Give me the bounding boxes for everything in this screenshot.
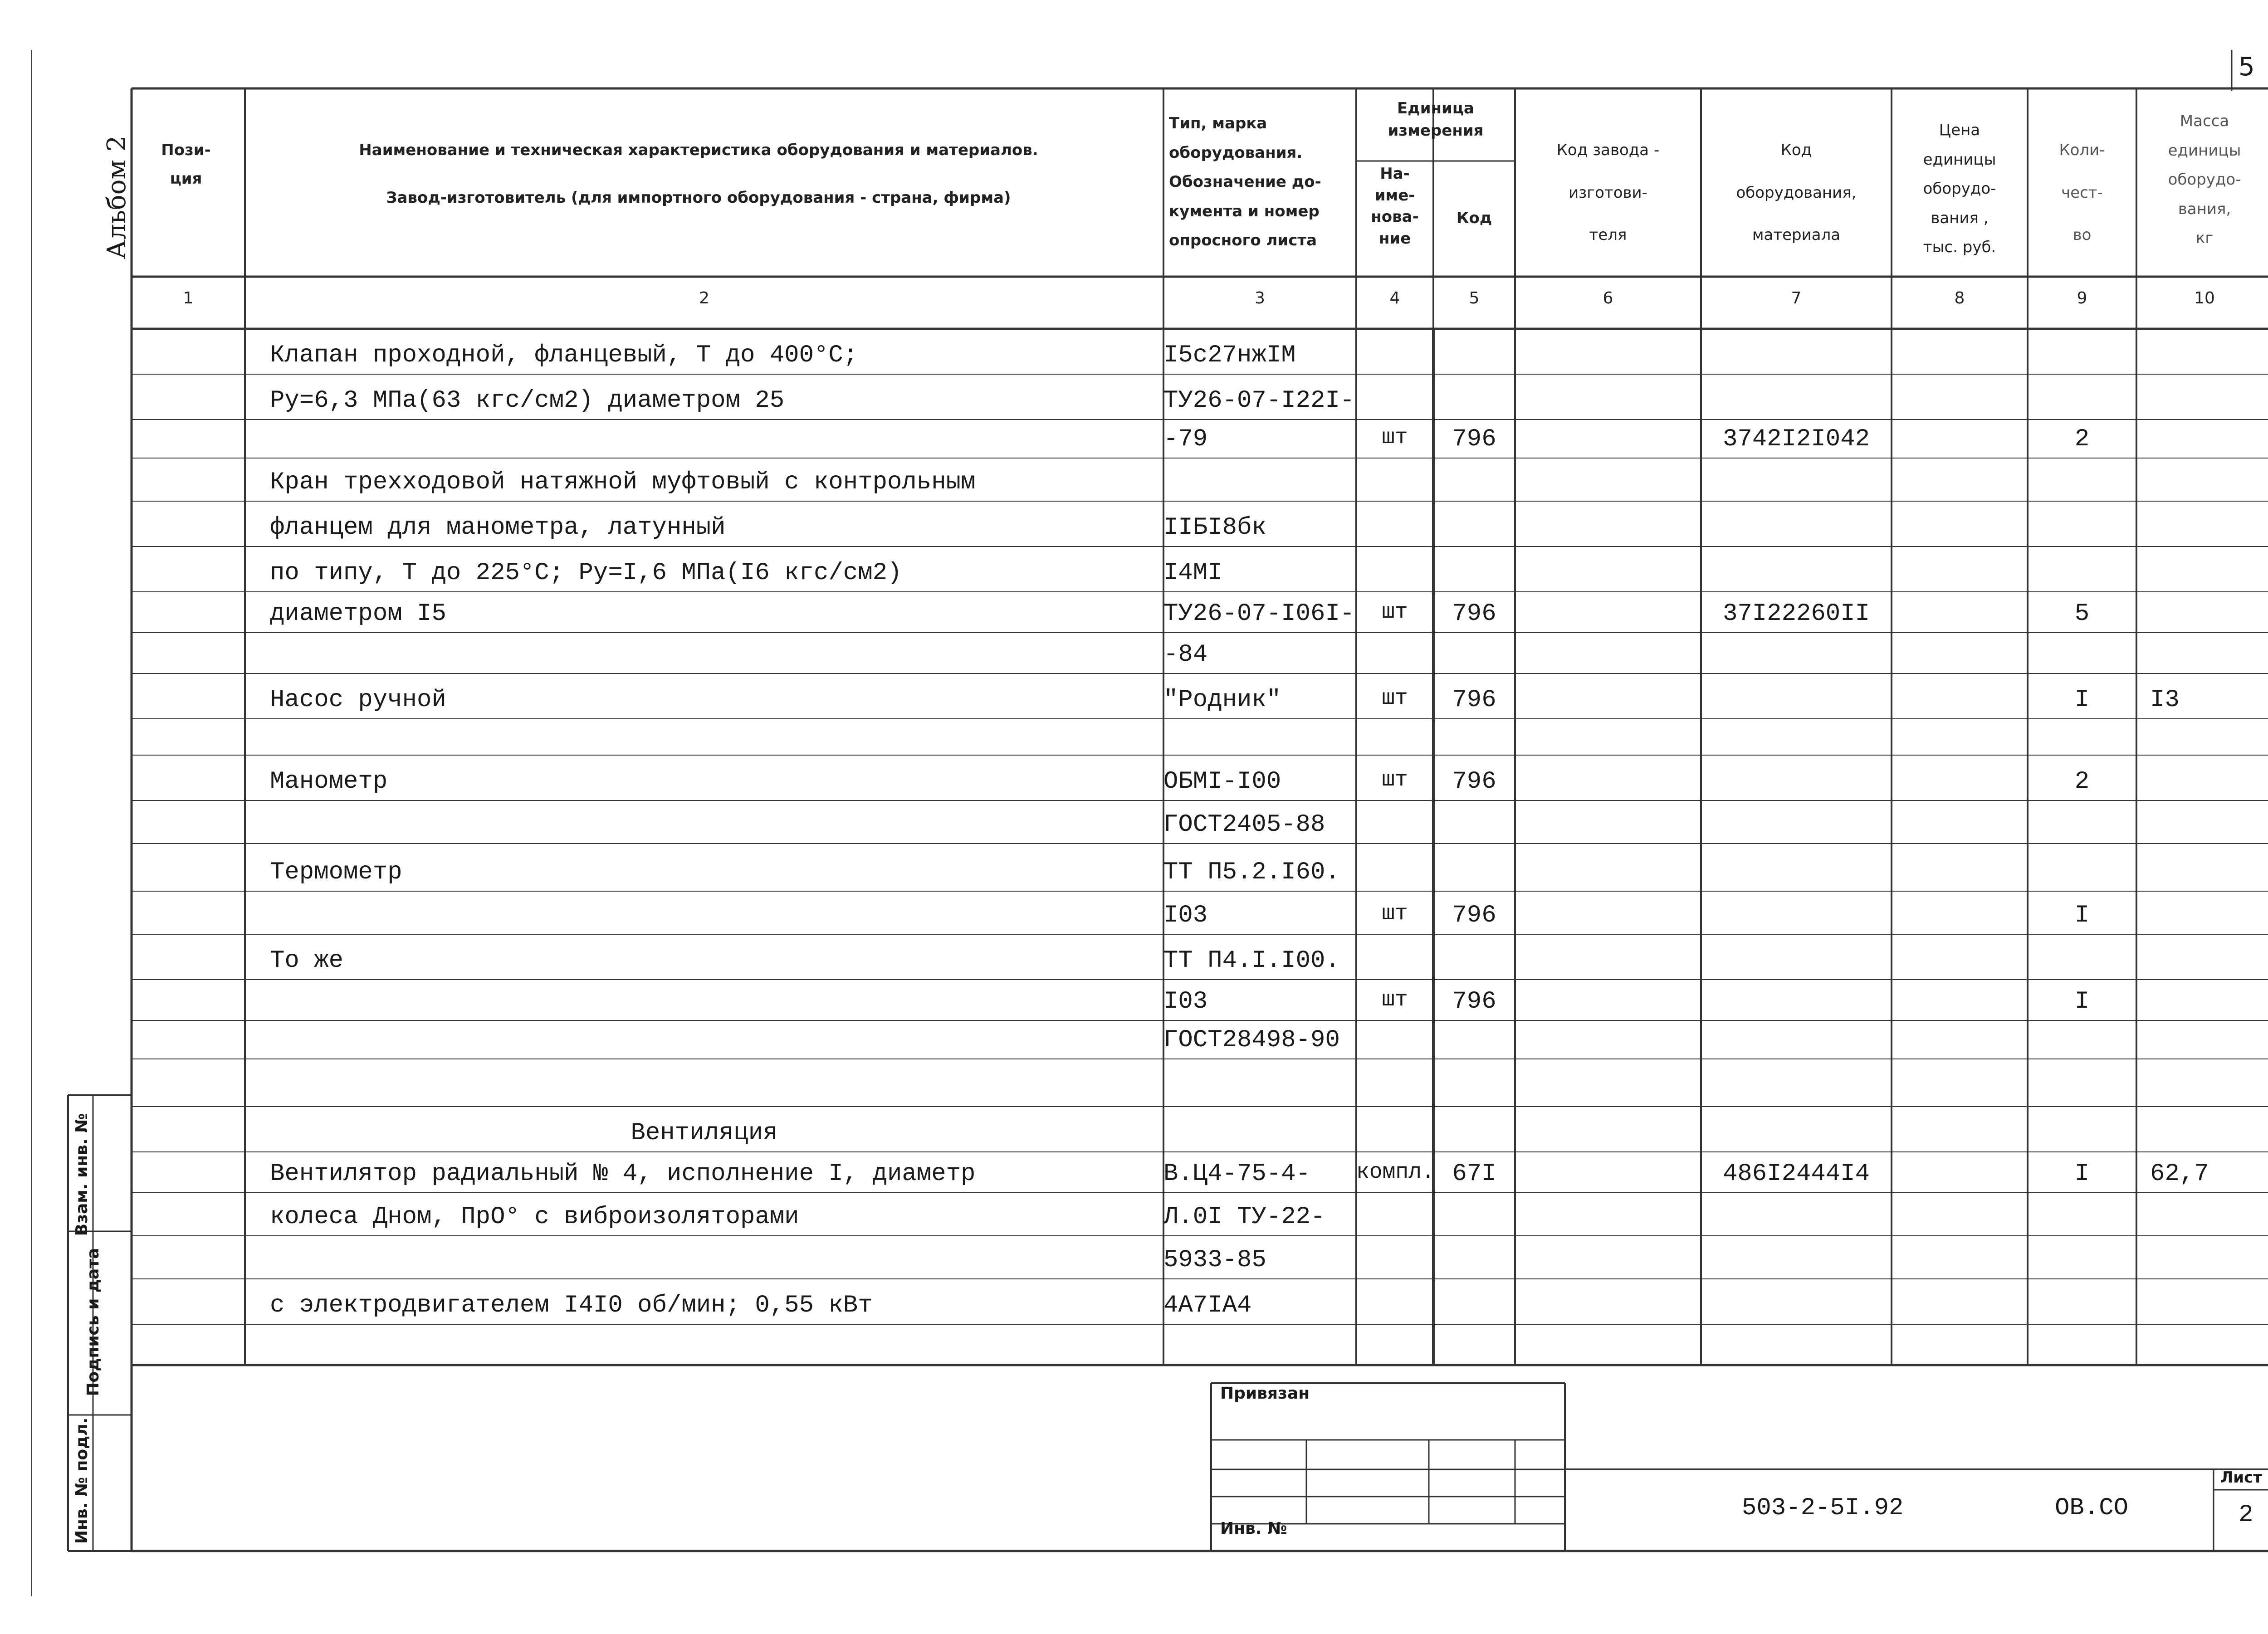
row-type: ТТ П5.2.I60. xyxy=(1163,858,1340,886)
header-price: Цена единицы оборудо- вания , тыс. руб. xyxy=(1923,121,1996,257)
row-quantity: 5 xyxy=(2074,600,2090,628)
row-unit: шт xyxy=(1382,902,1408,926)
row-unit: шт xyxy=(1382,768,1408,792)
column-number: 6 xyxy=(1603,289,1613,307)
row-quantity: 2 xyxy=(2074,768,2090,795)
row-quantity: I xyxy=(2074,686,2090,714)
row-name: фланцем для манометра, латунный xyxy=(270,514,726,541)
row-type: -79 xyxy=(1163,425,1208,453)
row-name: с электродвигателем I4I0 об/мин; 0,55 кВт xyxy=(270,1292,873,1319)
row-unit-code: 796 xyxy=(1452,988,1496,1015)
column-number: 1 xyxy=(183,289,194,307)
row-name: Клапан проходной, фланцевый, Т до 400°С; xyxy=(270,341,858,369)
row-type: ГОСТ2405-88 xyxy=(1163,811,1325,839)
header-name-line2: Завод-изготовитель (для импортного оборудования - страна, фирма) xyxy=(386,189,1011,207)
row-name: Манометр xyxy=(270,768,388,795)
row-name: Кран трехходовой натяжной муфтовый с контрольным xyxy=(270,468,976,496)
doc-section: ОВ.СО xyxy=(2055,1494,2129,1522)
stamp-vzam-inv: Взам. инв. № xyxy=(73,1113,91,1236)
row-unit-code: 67I xyxy=(1452,1160,1496,1188)
list-number: 2 xyxy=(2239,1501,2253,1529)
header-pos: Пози- ция xyxy=(161,141,211,188)
row-unit-code: 796 xyxy=(1452,768,1496,795)
row-unit-code: 796 xyxy=(1452,902,1496,929)
row-quantity: I xyxy=(2074,988,2090,1015)
row-type: IIБI8бк xyxy=(1163,514,1266,541)
row-mass: 62,7 xyxy=(2150,1160,2209,1188)
row-unit: шт xyxy=(1382,600,1408,624)
row-section-title: Вентиляция xyxy=(631,1119,778,1147)
row-unit: шт xyxy=(1382,686,1408,711)
row-name: диаметром I5 xyxy=(270,600,446,628)
row-type: I03 xyxy=(1163,988,1208,1015)
row-material-code: 486I2444I4 xyxy=(1722,1160,1870,1188)
list-label: Лист xyxy=(2220,1468,2262,1487)
header-unit-code: Код xyxy=(1456,209,1492,227)
header-mass: Масса единицы оборудо- вания, кг xyxy=(2168,112,2241,248)
row-name: Ру=6,3 МПа(63 кгс/см2) диаметром 25 xyxy=(270,387,785,415)
row-name: Термометр xyxy=(270,858,402,886)
column-number: 7 xyxy=(1791,289,1802,307)
column-number: 3 xyxy=(1255,289,1265,307)
row-unit-code: 796 xyxy=(1452,425,1496,453)
stamp-podpis-data: Подпись и дата xyxy=(84,1248,103,1396)
row-type: I4МI xyxy=(1163,559,1222,587)
row-mass: I3 xyxy=(2150,686,2180,714)
row-quantity: 2 xyxy=(2074,425,2090,453)
column-number: 10 xyxy=(2194,289,2215,307)
album-label: Альбом 2 xyxy=(102,135,132,259)
row-type: ГОСТ28498-90 xyxy=(1163,1026,1340,1054)
row-type: -84 xyxy=(1163,641,1208,668)
header-type: Тип, марка оборудования. Обозначение до- кумента и номер опросного листа xyxy=(1169,114,1321,250)
row-material-code: 37I22260II xyxy=(1722,600,1870,628)
row-unit: шт xyxy=(1382,988,1408,1012)
row-quantity: I xyxy=(2074,902,2090,929)
header-name-line1: Наименование и техническая характеристика оборудования и материалов. xyxy=(359,141,1038,159)
row-name: Вентилятор радиальный № 4, исполнение I, диаметр xyxy=(270,1160,976,1188)
row-name: То же xyxy=(270,947,344,975)
header-unit: Единица измерения xyxy=(1388,99,1484,140)
row-type: 4А7IА4 xyxy=(1163,1292,1252,1319)
row-name: Насос ручной xyxy=(270,686,446,714)
row-unit: компл. xyxy=(1356,1160,1435,1185)
header-factory: Код завода - изготови- теля xyxy=(1556,141,1660,244)
row-type: Л.0I ТУ-22- xyxy=(1163,1203,1325,1231)
row-type: ТУ26-07-I22I- xyxy=(1163,387,1355,415)
title-inv-no: Инв. № xyxy=(1220,1519,1287,1538)
row-type: ТТ П4.I.I00. xyxy=(1163,947,1340,975)
row-type: 5933-85 xyxy=(1163,1246,1266,1274)
row-type: ТУ26-07-I06I- xyxy=(1163,600,1355,628)
row-material-code: 3742I2I042 xyxy=(1722,425,1870,453)
row-type: ОБМI-I00 xyxy=(1163,768,1281,795)
stamp-inv-podl: Инв. № подл. xyxy=(73,1417,91,1544)
row-name: по типу, Т до 225°С; Ру=I,6 МПа(I6 кгс/см2) xyxy=(270,559,902,587)
page-number: 5 xyxy=(2239,52,2255,82)
row-type: I03 xyxy=(1163,902,1208,929)
row-unit-code: 796 xyxy=(1452,686,1496,714)
row-unit: шт xyxy=(1382,425,1408,450)
header-qty: Коли- чест- во xyxy=(2059,141,2105,244)
doc-code: 503-2-5I.92 xyxy=(1742,1494,1904,1522)
row-name: колеса Дном, ПрО° с виброизоляторами xyxy=(270,1203,799,1231)
header-code: Код оборудования, материала xyxy=(1736,141,1857,244)
row-type: В.Ц4-75-4- xyxy=(1163,1160,1311,1188)
column-number: 2 xyxy=(699,289,709,307)
row-type: I5с27нжIМ xyxy=(1163,341,1296,369)
column-number: 8 xyxy=(1954,289,1965,307)
row-unit-code: 796 xyxy=(1452,600,1496,628)
column-number: 5 xyxy=(1469,289,1480,307)
header-unit-name: На- име- нова- ние xyxy=(1371,165,1419,248)
title-privyazan: Привязан xyxy=(1220,1384,1310,1403)
column-number: 4 xyxy=(1389,289,1400,307)
row-quantity: I xyxy=(2074,1160,2090,1188)
column-number: 9 xyxy=(2077,289,2087,307)
row-type: "Родник" xyxy=(1163,686,1281,714)
